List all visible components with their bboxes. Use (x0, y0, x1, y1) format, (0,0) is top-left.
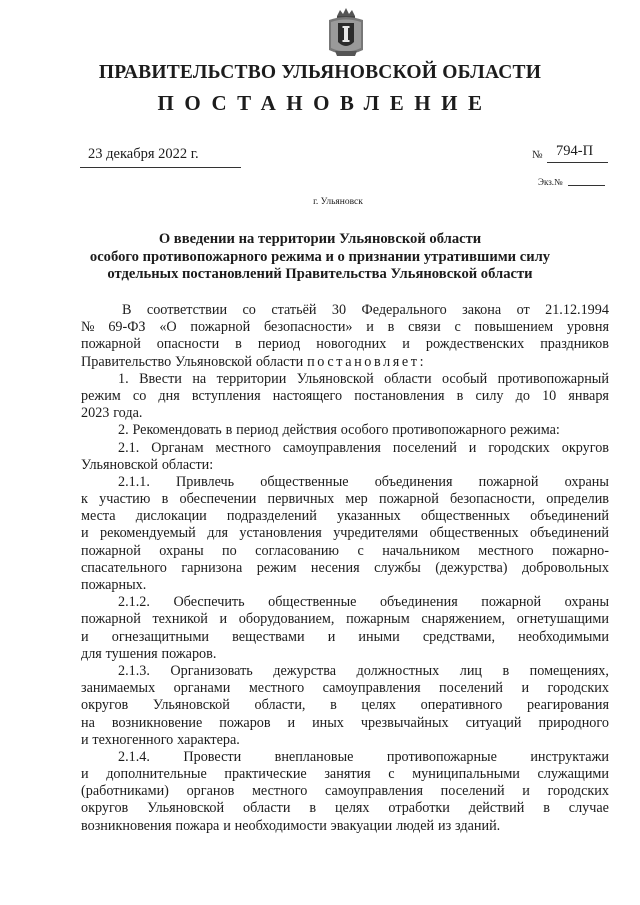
government-name: ПРАВИТЕЛЬСТВО УЛЬЯНОВСКОЙ ОБЛАСТИ (98, 62, 542, 83)
text-line: Правительство Ульяновской области постановляет: (81, 353, 427, 370)
text-line: Ульяновской области: (81, 456, 214, 473)
title-line: особого противопожарного режима и о признании утратившими силу (89, 248, 551, 265)
date-underline (80, 167, 241, 168)
text-line: режим со дня вступления настоящего постановления в силу до 10 января (81, 387, 609, 404)
number-underline (547, 162, 608, 163)
document-number: 794-П (556, 143, 594, 159)
copy-number-underline (568, 185, 605, 186)
text-line: 2.1.1. Привлечь общественные объединения пожарной охраны (118, 473, 609, 490)
text-line: и техногенного характера. (81, 731, 240, 748)
text-line: на возникновение пожаров и иных чрезвычайных ситуаций природного (81, 714, 609, 731)
text-line: 2.1.3. Организовать дежурства должностных лиц в помещениях, (118, 662, 609, 679)
text-line: пожарной опасности в период новогодних и рождественских праздников (81, 336, 609, 353)
body-paragraph (81, 663, 609, 749)
body-paragraph (81, 749, 609, 835)
coat-of-arms-icon (327, 6, 365, 58)
body-paragraph (81, 371, 609, 423)
text-line: для тушения пожаров. (81, 645, 217, 662)
text-line: округов Ульяновской области в целях отработки действий в случае (81, 800, 609, 817)
text-line: пожарной техникой и оборудованием, пожарным снаряжением, огнетушащими (81, 611, 609, 628)
body-paragraph (81, 474, 609, 594)
text-line: 2.1.4. Провести внеплановые противопожарные инструктажи (118, 748, 609, 765)
text-line: и огнезащитными веществами и иными средствами, необходимыми (81, 628, 609, 645)
body-paragraph (81, 422, 609, 439)
text-line: пожарной охраны по согласованию с начальником местного пожарно- (81, 542, 609, 559)
text-line: В соответствии со статьёй 30 Федерального закона от 21.12.1994 (122, 302, 609, 318)
text-line: округов Ульяновской области, в целях оперативного реагирования (81, 697, 609, 714)
text-line: 2.1. Органам местного самоуправления поселений и городских округов (118, 439, 609, 456)
body-paragraph (81, 440, 609, 474)
text-line: места дислокации подразделений указанных общественных объединений (81, 508, 609, 525)
copy-number-label: Экз.№ (538, 177, 563, 187)
body-paragraph (81, 594, 609, 663)
text-line: к участию в обеспечении первичных мер пожарной безопасности, определив (81, 491, 609, 508)
text-line: занимаемых органами местного самоуправления поселений и городских (81, 680, 609, 697)
document-title (60, 231, 580, 284)
number-sign: № (532, 149, 543, 161)
text-line: 2023 года. (81, 405, 143, 422)
text-line: № 69-ФЗ «О пожарной безопасности» и в связи с повышением уровня (81, 319, 609, 336)
text-line: 1. Ввести на территории Ульяновской области особый противопожарный (118, 370, 609, 387)
city-name: г. Ульяновск (313, 197, 363, 207)
text-line: возникновения пожара и необходимости эвакуации людей из зданий. (81, 817, 501, 834)
text-line: 2. Рекомендовать в период действия особого противопожарного режима: (118, 422, 560, 439)
text-line: и дополнительные практические занятия с муниципальными служащими (81, 766, 609, 783)
text-line: (работниками) органов местного самоуправления поселений и городских (81, 783, 609, 800)
text-line: и рекомендуемый для установления учредителями общественных объединений (81, 525, 609, 542)
document-type: ПОСТАНОВЛЕНИЕ (157, 91, 493, 115)
title-line: отдельных постановлений Правительства Ульяновской области (107, 266, 533, 283)
text-line: 2.1.2. Обеспечить общественные объединения пожарной охраны (118, 594, 609, 611)
decree-verb: постановляет: (307, 353, 427, 370)
body-paragraph (81, 302, 609, 371)
title-line: О введении на территории Ульяновской области (158, 231, 482, 247)
document-date: 23 декабря 2022 г. (88, 146, 199, 162)
text-line: пожарных. (81, 577, 147, 593)
text-line: спасательного гарнизона режим несения службы (дежурства) добровольных (81, 559, 609, 576)
document-body (81, 302, 609, 835)
